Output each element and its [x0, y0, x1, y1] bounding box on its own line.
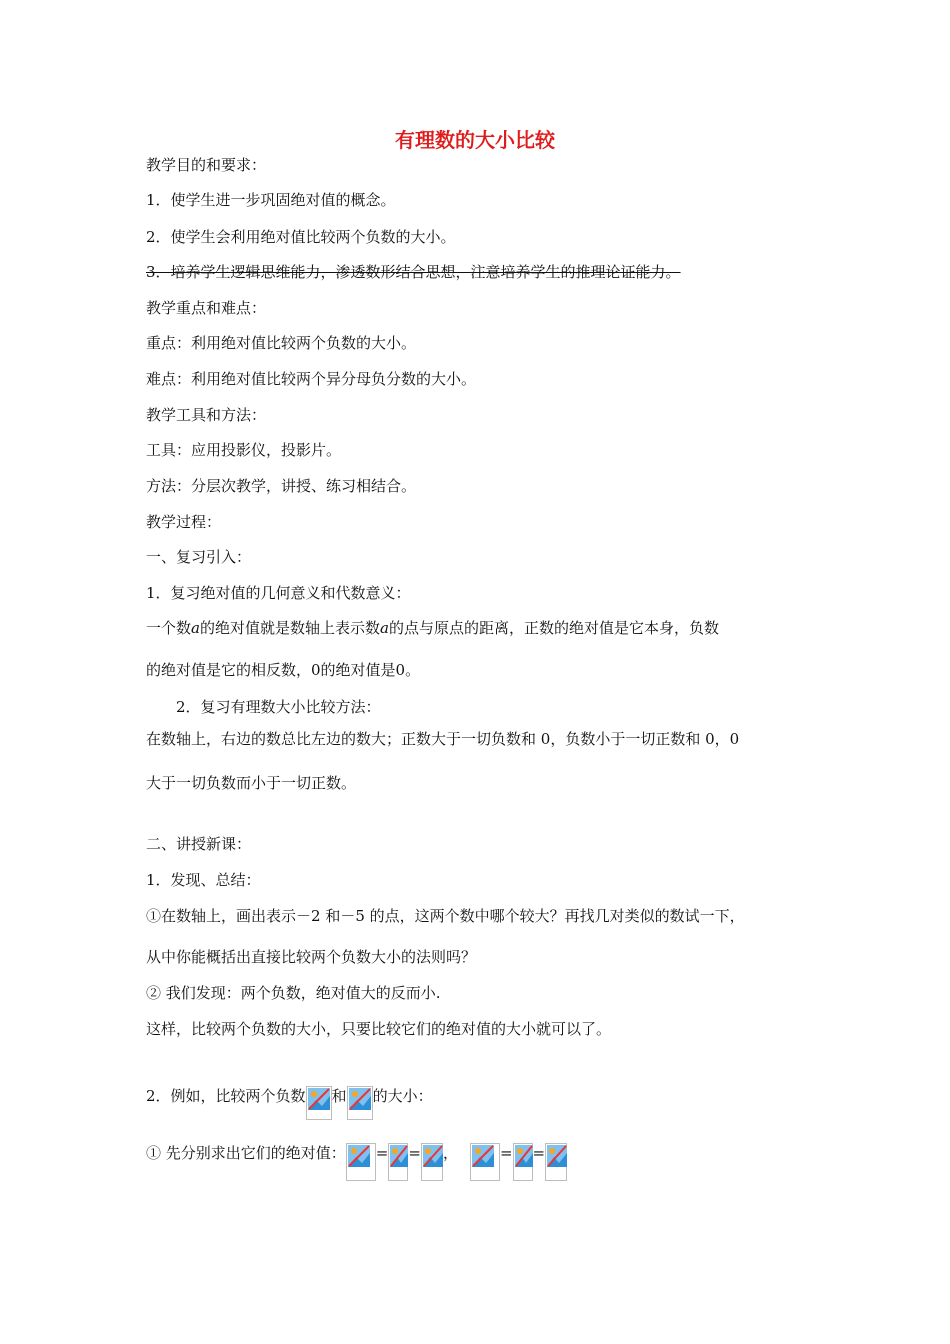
formula-image-placeholder [421, 1143, 443, 1181]
difficult-point: 难点：利用绝对值比较两个异分母负分数的大小。 [146, 370, 477, 388]
review-item-2: 2．复习有理数大小比较方法： [176, 698, 381, 716]
broken-image-icon [472, 1145, 494, 1167]
variable-a: a [191, 619, 200, 637]
discovery-question: ①在数轴上，画出表示－2 和－5 的点，这两个数中哪个较大？再找几对类似的数试一下， [146, 907, 745, 925]
key-point: 重点：利用绝对值比较两个负数的大小。 [146, 334, 417, 352]
methods-line: 方法：分层次教学，讲授、练习相结合。 [146, 477, 417, 495]
discovery-question-cont: 从中你能概括出直接比较两个负数大小的法则吗？ [146, 948, 477, 966]
tools-line: 工具：应用投影仪，投影片。 [146, 441, 342, 459]
broken-image-icon [308, 1088, 330, 1110]
discovery-conclusion: 这样，比较两个负数的大小，只要比较它们的绝对值的大小就可以了。 [146, 1020, 612, 1038]
broken-image-icon [390, 1145, 408, 1167]
review-item-1: 1．复习绝对值的几何意义和代数意义： [146, 584, 411, 602]
broken-image-icon [348, 1145, 370, 1167]
objective-1: 1．使学生进一步巩固绝对值的概念。 [146, 191, 396, 209]
objective-3-struck: 3．培养学生逻辑思维能力，渗透数形结合思想，注意培养学生的推理论证能力。 [146, 263, 681, 281]
broken-image-icon [423, 1145, 443, 1167]
section-heading-objectives: 教学目的和要求： [146, 156, 267, 174]
part-one-heading: 一、复习引入： [146, 548, 252, 566]
abs-value-definition-cont: 的绝对值是它的相反数，0的绝对值是0。 [146, 661, 421, 679]
formula-image-placeholder [545, 1143, 567, 1181]
new-lesson-item-1: 1．发现、总结： [146, 871, 261, 889]
formula-image-placeholder [470, 1143, 500, 1181]
section-heading-key-points: 教学重点和难点： [146, 299, 267, 317]
formula-image-placeholder [513, 1143, 533, 1181]
formula-image-placeholder [346, 1143, 376, 1181]
formula-image-placeholder [306, 1086, 332, 1120]
broken-image-icon [349, 1088, 371, 1110]
objective-2: 2．使学生会利用绝对值比较两个负数的大小。 [146, 228, 456, 246]
formula-image-placeholder [347, 1086, 373, 1120]
example-step-1: ① 先分别求出它们的绝对值： = = ， = = [146, 1143, 567, 1181]
section-heading-tools: 教学工具和方法： [146, 406, 267, 424]
example-line: 2．例如，比较两个负数 和 的大小： [146, 1086, 433, 1120]
comparison-rule-cont: 大于一切负数而小于一切正数。 [146, 774, 357, 792]
comparison-rule: 在数轴上，右边的数总比左边的数大；正数大于一切负数和 0，负数小于一切正数和 0，0 [146, 730, 740, 748]
variable-a: a [379, 619, 389, 637]
page-title: 有理数的大小比较 [395, 128, 555, 152]
broken-image-icon [515, 1145, 533, 1167]
broken-image-icon [547, 1145, 567, 1167]
discovery-finding: ② 我们发现：两个负数，绝对值大的反而小. [146, 984, 441, 1002]
formula-image-placeholder [388, 1143, 408, 1181]
abs-value-definition: 一个数a的绝对值就是数轴上表示数a的点与原点的距离，正数的绝对值是它本身，负数 [146, 619, 719, 637]
section-heading-process: 教学过程： [146, 513, 222, 531]
part-two-heading: 二、讲授新课： [146, 835, 252, 853]
